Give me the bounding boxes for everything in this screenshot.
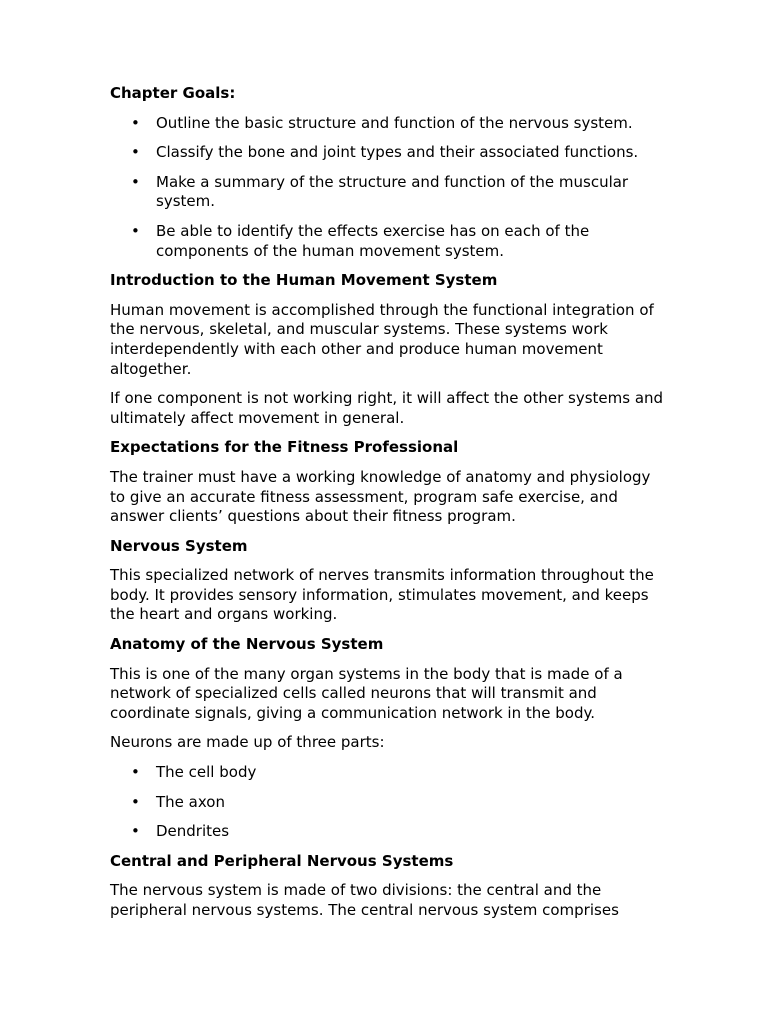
nervous-system-heading: Nervous System <box>110 536 248 555</box>
expectations-heading: Expectations for the Fitness Professional <box>110 438 459 457</box>
intro-heading: Introduction to the Human Movement System <box>110 271 498 290</box>
bullet-icon: • <box>131 113 140 132</box>
bullet-icon: • <box>131 763 140 782</box>
central-peripheral-heading: Central and Peripheral Nervous Systems <box>110 851 454 870</box>
anatomy-paragraph: This is one of the many organ systems in the body that is made of a network of specialized cells called neurons that will transmit and coordinate signals, giving a communication network in the body. <box>110 664 623 722</box>
chapter-goals-heading: Chapter Goals: <box>110 84 236 102</box>
list-item: • The cell body <box>131 763 257 782</box>
nervous-system-paragraph: This specialized network of nerves transmits information throughout the body. It provides sensory information, stimulates movement, and keeps the heart and organs working. <box>110 566 654 624</box>
list-item: • Dendrites <box>131 822 230 841</box>
expectations-paragraph: The trainer must have a working knowledge of anatomy and physiology to give an accurate fitness assessment, program safe exercise, and answer clients’ questions about their fitness program. <box>110 467 651 526</box>
list-item: • Classify the bone and joint types and their associated functions. <box>131 143 639 162</box>
neuron-parts-list <box>110 763 670 842</box>
intro-paragraph: Human movement is accomplished through the functional integration of the nervous, skeletal, and muscular systems. These systems work interdependently with each other and produce human movement altogether. <box>110 300 654 378</box>
bullet-icon: • <box>131 822 140 841</box>
list-item: • Outline the basic structure and function of the nervous system. <box>131 113 633 132</box>
bullet-icon: • <box>131 792 140 811</box>
anatomy-heading: Anatomy of the Nervous System <box>110 635 384 654</box>
bullet-icon: • <box>131 221 140 240</box>
central-peripheral-paragraph: The nervous system is made of two divisions: the central and the peripheral nervous systems. The central nervous system comprises <box>110 881 619 919</box>
chapter-goals-list <box>110 114 670 262</box>
list-item: • The axon <box>131 792 225 811</box>
list-item: • Make a summary of the structure and function of the muscular system. <box>131 172 629 211</box>
bullet-icon: • <box>131 143 140 162</box>
document-page <box>110 84 670 931</box>
intro-paragraph: If one component is not working right, it will affect the other systems and ultimately affect movement in general. <box>110 389 664 427</box>
list-item: • Be able to identify the effects exercise has on each of the components of the human movement system. <box>131 221 590 260</box>
bullet-icon: • <box>131 172 140 191</box>
anatomy-paragraph: Neurons are made up of three parts: <box>110 733 385 752</box>
